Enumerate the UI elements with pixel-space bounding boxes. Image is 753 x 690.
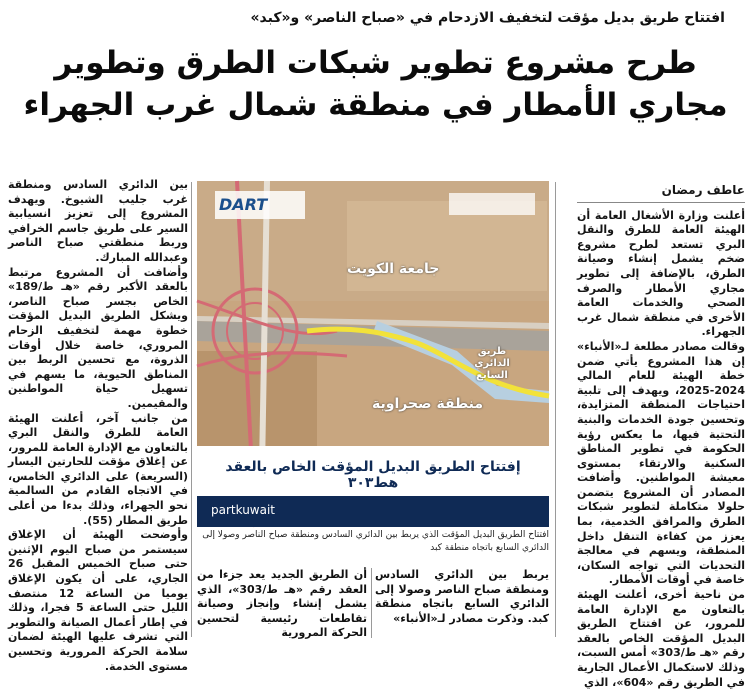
logo: DART	[219, 195, 268, 214]
photo-label-university: جامعة الكويت	[347, 261, 440, 277]
paragraph: أعلنت وزارة الأشغال العامة أن الهيئة العامة للطرق والنقل البري تستعد لطرح مشروع ضخم يشمل إنشاء وصيانة الطرق، بالإضافة إلى تطوير مجاري الأمطار والصرف الصحي والخدمات العامة الأخرى في منطقة شمال غرب الجهراء.	[577, 208, 745, 339]
headline-line-1: طرح مشروع تطوير شبكات الطرق وتطوير	[54, 45, 697, 81]
paragraph: من ناحية أخرى، أعلنت الهيئة بالتعاون مع الإدارة العامة للمرور، عن افتتاح الطريق البديل المؤقت الخاص بالعقد رقم «هـ ط/303» أمس السبت، وذلك لاستكمال الأعمال الجارية في الطريق رقم «604»، الذي	[577, 588, 745, 689]
article-photo	[197, 181, 549, 527]
photo-label-road: طريق الدائري السابع	[474, 346, 510, 381]
paragraph: وقالت مصادر مطلعة لـ«الأنباء» إن هذا المشروع يأتي ضمن خطة الهيئة للعام المالي 2024-2025، ويهدف إلى تلبية احتياجات المنطقة المتزايدة، وتحسين جودة الخدمات والبنية التحتية فيها، ما يعكس رؤية الحكومة في تطوير المناطق السكنية والارتقاء بمستوى معيشة المواطنين. وأضافت المصادر أن المشروع يتضمن حلولا متكاملة لتطوير شبكات الطرق والمرافق الخدمية، بما يعزز من كفاءة التنقل داخل المنطقة، ويسهم في معالجة التحديات التي تواجه السكان، خاصة في أوقات الأمطار.	[577, 339, 745, 587]
column-divider	[191, 182, 192, 637]
paragraph: بين الدائري السادس ومنطقة غرب جليب الشيوخ. ويهدف المشروع إلى تعزيز انسيابية السير على طريق جاسم الخرافي وربط منطقتي صباح الناصر وعبدالله المبارك.	[8, 178, 188, 264]
paragraph: وأوضحت الهيئة أن الإغلاق سيستمر من صباح اليوم الإثنين حتى صباح الخميس المقبل 26 الجاري، على أن يكون الإغلاق يوميا من الساعة 12 منتصف الليل حتى الساعة 5 فجرا، وذلك في إطار أعمال الصيانة والتطوير التي تشرف عليها الهيئة لضمان سلامة الحركة المرورية وتحسين مستوى الخدمة.	[8, 528, 188, 673]
photo-label-desert: منطقة صحراوية	[372, 396, 484, 412]
article-column-left	[8, 178, 188, 674]
paragraph: من جانب آخر، أعلنت الهيئة العامة للطرق والنقل البري بالتعاون مع الإدارة العامة للمرور، عن إغلاق مؤقت للحارتين اليسار (السريعة) على الدائري الخامس، في الاتجاه القادم من السالمية نحو الجهراء، وذلك بدءا من أعلى طريق المطار (55).	[8, 411, 188, 527]
photo-caption: افتتاح الطريق البديل المؤقت الذي يربط بين الدائري السادس ومنطقة صباح الناصر وصولا إلى الدائري السابع باتجاه منطقة كبد	[202, 530, 549, 553]
article-column-mid-left: أن الطريق الجديد يعد جزءا من العقد رقم «هـ ط/303»، الذي يشمل إنشاء وإنجاز وصيانة تقاطعات رئيسية لتحسين الحركة المرورية	[197, 568, 368, 640]
photo-banner: إفتتاح الطريق البديل المؤقت الخاص بالعقد هط٣٠٣	[225, 459, 521, 491]
photo-handle: partkuwait	[211, 503, 276, 517]
headline-line-2: مجاري الأمطار في منطقة شمال غرب الجهراء	[23, 87, 728, 123]
headline	[18, 42, 733, 126]
byline: عاطف رمضان	[577, 183, 745, 203]
article-column-right	[577, 183, 745, 690]
kicker: افتتاح طريق بديل مؤقت لتخفيف الازدحام في «صباح الناصر» و«كبد»	[250, 10, 725, 26]
paragraph: وأضافت أن المشروع مرتبط بالعقد الأكبر رقم «هـ ط/189» الخاص بجسر صباح الناصر، ويشكل الطريق البديل المؤقت خطوة مهمة لتخفيف الزحام المروري، خاصة خلال أوقات الذروة، مع تحسين الربط بين المناطق الحيوية، ما يسهم في تسهيل حياة المواطنين والمقيمين.	[8, 265, 188, 410]
article-column-mid-right: يربط بين الدائري السادس ومنطقة صباح الناصر وصولا إلى الدائري السابع باتجاه منطقة كبد. وذكرت مصادر لـ«الأنباء»	[375, 568, 549, 625]
column-divider	[371, 568, 372, 638]
column-divider	[555, 182, 556, 637]
